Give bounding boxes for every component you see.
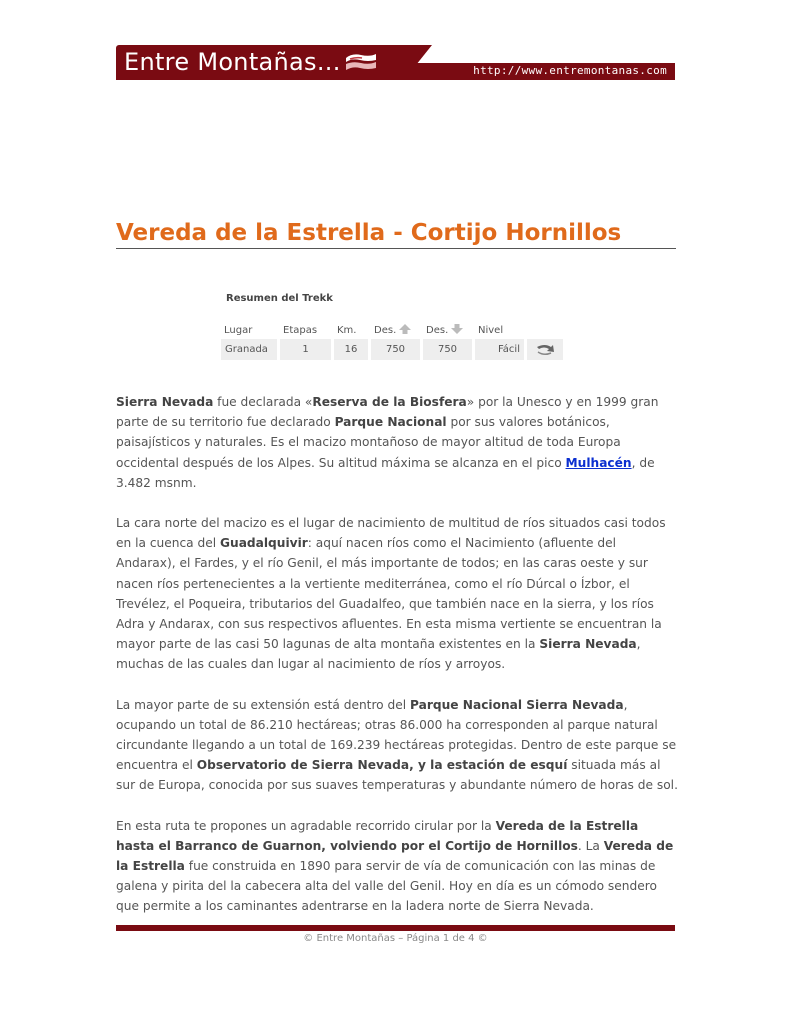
body-text: fue declarada « [213,395,313,409]
site-name: Entre Montañas... [124,48,341,76]
body-text: , ocupando un total de 86.210 hectáreas; otras 86.000 ha corresponden al parque natural circundante llegando a un total de 169.239 hectáreas protegidas. Dentro de este parque se encuentra el [116,697,677,773]
page-title: Vereda de la Estrella - Cortijo Hornillos [116,220,676,249]
strong-text: Sierra Nevada [116,395,214,409]
summary-value-row [221,339,563,360]
summary-heading: Resumen del Trekk [226,293,333,304]
circular-route-icon [534,343,556,357]
site-banner [116,45,675,80]
body-text: La cara norte del macizo es el lugar de nacimiento de multitud de ríos situados casi todos en la cuenca del [116,516,666,551]
mulhacen-link[interactable]: Mulhacén [565,455,632,470]
body-text: , de 3.482 msnm. [116,455,655,490]
strong-text: Vereda de la Estrella hasta el Barranco de Guarnon, volviendo por el Cortijo de Hornillos [116,818,639,853]
body-text: , muchas de las cuales dan lugar al nacimiento de ríos y arroyos. [116,637,641,672]
header-km: Km. [337,324,357,336]
banner-wedge [404,45,432,80]
site-url[interactable]: http://www.entremontanas.com [473,64,667,77]
body-text: por sus valores botánicos, paisajísticos y naturales. Es el macizo montañoso de mayor altitud de toda Europa occidental después de los Alpes. Su altitud máxima se alcanza en el pico [116,415,621,470]
header-empty [527,321,563,339]
body-text: . La [577,838,604,853]
body-text: situada más al sur de Europa, conocida por sus suaves temperaturas y abundante número de horas de sol. [116,758,678,793]
paragraph-route [116,816,678,917]
strong-text: Parque Nacional Sierra Nevada [410,697,624,712]
strong-text: Guadalquivir [220,536,308,551]
header-descent [423,321,472,339]
body-text: La mayor parte de su extensión está dentro del [116,697,411,712]
body-text: En esta ruta te propones un agradable recorrido cirular por la [116,818,496,833]
summary-table [218,321,566,360]
arrow-down-icon [451,324,463,334]
article-body [116,392,678,937]
header-ascent [371,321,420,339]
strong-text: Parque Nacional [334,415,447,430]
header-lugar: Lugar [224,324,253,336]
route-type-cell [527,339,563,360]
paragraph-biosphere [116,392,678,493]
page-footer: © Entre Montañas – Página 1 de 4 © [303,933,488,944]
header-etapas: Etapas [283,324,318,336]
body-text: fue construida en 1890 para servir de vía de comunicación con las minas de galena y pirita del la cabecera alta del valle del Genil. Hoy en día es un cómodo sendero que permite a los caminantes adentrarse en la ladera norte de Sierra Nevada. [116,859,657,914]
header-descent-label: Des. [426,325,449,336]
strong-text: Observatorio de Sierra Nevada, y la estación de esquí [196,758,568,773]
body-text: » por la Unesco y en 1999 gran parte de su territorio fue declarado [116,395,659,430]
value-etapas: 1 [280,339,331,360]
body-text: : aquí nacen ríos como el Nacimiento (afluente del Andarax), el Fardes, y el río Genil, el más importante de todos; en las caras oeste y sur nacen ríos pertenecientes a la vertiente mediterránea, como el río Dúrcal o Ízbor, el Trevélez, el Poqueira, tributarios del Guadalfeo, que también nace en la sierra, y los ríos Adra y Andarax, con sus respectivos afluentes. En esta misma vertiente se encuentran la mayor parte de las casi 50 lagunas de alta montaña existentes en la [116,536,662,652]
trek-summary [220,293,580,360]
strong-text: Reserva de la Biosfera [312,395,467,409]
arrow-up-icon [399,324,411,334]
strong-text: Sierra Nevada [539,637,637,652]
strong-text: Vereda de la Estrella [116,838,674,874]
paragraph-rivers [116,513,678,675]
value-lugar: Granada [221,339,277,360]
footer-rule [116,925,675,931]
summary-header-row [221,321,563,339]
value-nivel: Fácil [475,339,524,360]
value-km: 16 [334,339,368,360]
header-nivel: Nivel [478,324,504,336]
value-descent: 750 [423,339,472,360]
header-ascent-label: Des. [374,325,397,336]
mountain-stripes-icon [344,52,378,72]
value-ascent: 750 [371,339,420,360]
paragraph-national-park [116,695,678,796]
